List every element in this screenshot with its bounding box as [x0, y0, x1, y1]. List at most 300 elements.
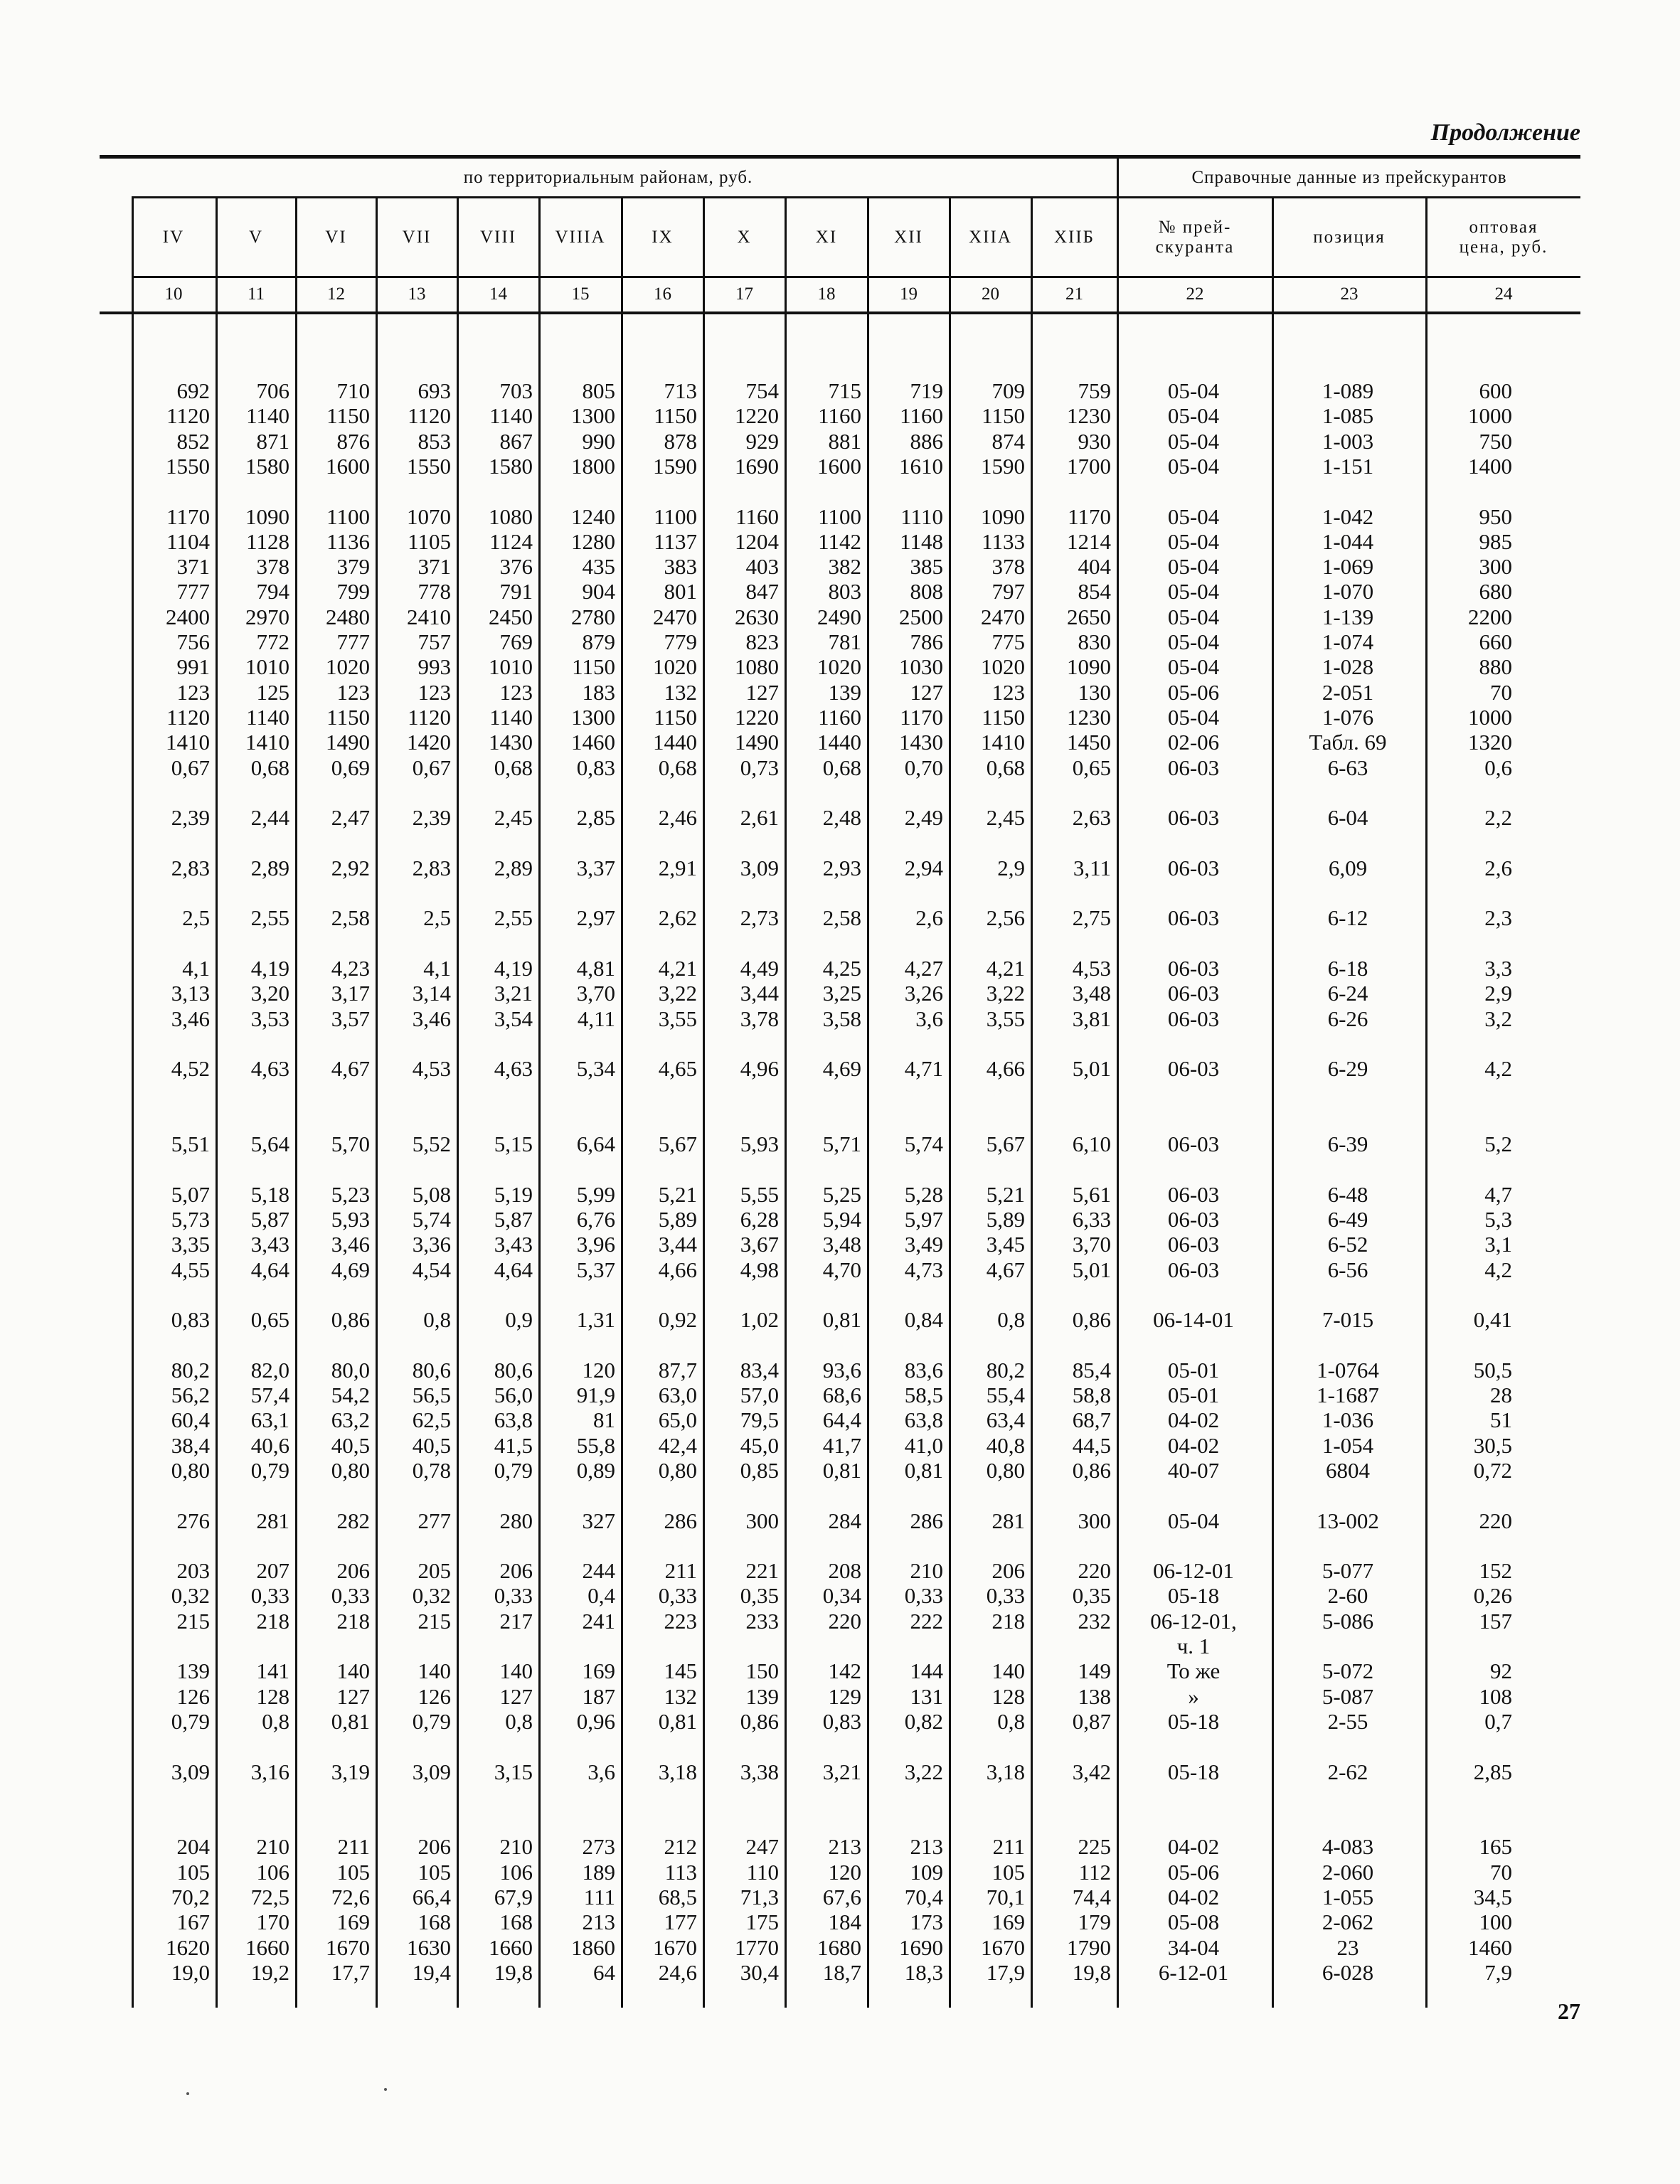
table-cell: 1010 — [489, 654, 533, 680]
table-cell: 3,44 — [740, 981, 779, 1006]
table-cell: 40,8 — [986, 1432, 1025, 1458]
header-rule — [132, 276, 1580, 278]
table-cell: 4,55 — [171, 1257, 210, 1282]
table-cell: 210 — [910, 1558, 943, 1584]
table-cell: 05-04 — [1167, 579, 1220, 604]
table-cell: 0,4 — [588, 1583, 615, 1609]
column-number: 19 — [900, 284, 918, 304]
table-cell: 5,73 — [171, 1206, 210, 1232]
column-number: 13 — [408, 284, 426, 304]
table-cell: 3,44 — [658, 1232, 697, 1257]
column-rule — [1031, 198, 1033, 2008]
table-cell: 4,19 — [494, 955, 533, 981]
table-cell: 2,58 — [822, 905, 861, 931]
table-cell: 1300 — [571, 403, 615, 429]
table-cell: 6-48 — [1327, 1181, 1368, 1207]
table-cell: 3,20 — [250, 981, 289, 1006]
table-cell: 376 — [499, 554, 533, 580]
table-cell: 127 — [745, 679, 779, 705]
table-cell: 6804 — [1326, 1457, 1370, 1483]
table-cell: 1660 — [489, 1934, 533, 1960]
table-cell: 1020 — [653, 654, 697, 680]
table-cell: 0,82 — [904, 1708, 943, 1734]
table-cell: 168 — [418, 1909, 451, 1935]
table-cell: 0,41 — [1473, 1307, 1512, 1333]
table-cell: 79,5 — [740, 1407, 779, 1433]
table-cell: 0,33 — [250, 1583, 289, 1609]
table-cell: 2,45 — [494, 805, 533, 831]
table-cell: 1080 — [735, 654, 779, 680]
table-cell: 120 — [828, 1859, 861, 1885]
table-cell: 791 — [499, 579, 533, 604]
table-cell: 2,3 — [1484, 905, 1512, 931]
table-cell: 2400 — [166, 604, 210, 629]
table-cell: 879 — [582, 629, 615, 654]
table-cell: 1090 — [981, 504, 1025, 529]
table-cell: 1140 — [489, 403, 533, 429]
table-cell: 757 — [418, 629, 451, 654]
table-cell: 4,52 — [171, 1056, 210, 1082]
table-cell: 383 — [664, 554, 697, 580]
table-cell: 719 — [910, 378, 943, 403]
table-cell: 5,37 — [576, 1257, 615, 1282]
table-cell: 140 — [991, 1658, 1025, 1684]
table-cell: 4,96 — [740, 1056, 779, 1082]
table-cell: 70,4 — [904, 1885, 943, 1909]
table-cell: 0,79 — [171, 1708, 210, 1734]
table-cell: 4,21 — [658, 955, 697, 981]
table-cell: 140 — [336, 1658, 370, 1684]
table-cell: 0,68 — [986, 755, 1025, 780]
column-number: 22 — [1186, 284, 1204, 304]
table-cell: 5-086 — [1322, 1608, 1374, 1634]
table-cell: 05-04 — [1167, 654, 1220, 680]
table-cell: 63,8 — [904, 1407, 943, 1433]
table-cell: 327 — [582, 1508, 615, 1533]
table-cell: 2,5 — [423, 905, 451, 931]
table-cell: 63,0 — [658, 1383, 697, 1407]
table-cell: 2,49 — [904, 805, 943, 831]
table-cell: 990 — [582, 428, 615, 454]
column-number: 18 — [817, 284, 836, 304]
table-cell: 213 — [828, 1834, 861, 1860]
table-cell: 65,0 — [658, 1407, 697, 1433]
table-cell: 4,69 — [331, 1257, 370, 1282]
table-cell: 280 — [499, 1508, 533, 1533]
table-cell: 1100 — [326, 504, 370, 529]
column-number: 15 — [571, 284, 590, 304]
table-cell: 02-06 — [1167, 730, 1220, 755]
table-cell: 56,5 — [412, 1383, 451, 1407]
table-cell: 0,33 — [494, 1583, 533, 1609]
table-cell: 2,39 — [412, 805, 451, 831]
table-cell: 18,7 — [822, 1959, 861, 1985]
table-cell: 19,0 — [171, 1959, 210, 1985]
table-cell: 113 — [664, 1859, 697, 1885]
table-cell: 13-002 — [1317, 1508, 1379, 1533]
table-cell: 382 — [828, 554, 861, 580]
table-cell: 5,93 — [331, 1206, 370, 1232]
table-cell: 371 — [418, 554, 451, 580]
table-cell: 1660 — [245, 1934, 289, 1960]
table-cell: 1150 — [982, 403, 1025, 429]
table-cell: 0,79 — [250, 1457, 289, 1483]
table-cell: 2,61 — [740, 805, 779, 831]
column-rule — [703, 198, 705, 2008]
table-cell: 876 — [336, 428, 370, 454]
table-cell: 3,09 — [412, 1759, 451, 1784]
table-cell: 6-39 — [1327, 1131, 1368, 1156]
table-cell: 40-07 — [1167, 1457, 1220, 1483]
table-cell: 1-151 — [1322, 453, 1374, 479]
column-number: 24 — [1494, 284, 1513, 304]
table-cell: 0,70 — [904, 755, 943, 780]
table-cell: 1490 — [735, 730, 779, 755]
table-cell: 218 — [336, 1608, 370, 1634]
table-cell: 769 — [499, 629, 533, 654]
table-cell: 211 — [337, 1834, 370, 1860]
table-cell: 111 — [583, 1885, 615, 1909]
table-cell: 1120 — [408, 704, 451, 730]
table-cell: 50,5 — [1473, 1357, 1512, 1383]
table-cell: 1280 — [571, 528, 615, 554]
table-cell: 284 — [828, 1508, 861, 1533]
table-cell: 206 — [418, 1834, 451, 1860]
table-cell: 0,68 — [250, 755, 289, 780]
table-cell: 3,18 — [658, 1759, 697, 1784]
table-cell: 3,81 — [1072, 1006, 1111, 1031]
table-cell: 991 — [176, 654, 210, 680]
table-cell: 3,58 — [822, 1006, 861, 1031]
table-cell: 0,6 — [1484, 755, 1512, 780]
table-cell: 772 — [256, 629, 289, 654]
table-cell: 1160 — [900, 403, 943, 429]
table-cell: 3,22 — [904, 1759, 943, 1784]
table-cell: 05-04 — [1167, 604, 1220, 629]
table-cell: 74,4 — [1072, 1885, 1111, 1909]
table-cell: 126 — [418, 1683, 451, 1709]
table-cell: 403 — [745, 554, 779, 580]
table-cell: 1100 — [654, 504, 697, 529]
table-cell: 1204 — [735, 528, 779, 554]
table-cell: 5,3 — [1484, 1206, 1512, 1232]
table-cell: 1142 — [818, 528, 861, 554]
table-cell: 1140 — [246, 704, 289, 730]
table-cell: 207 — [256, 1558, 289, 1584]
table-cell: 63,4 — [986, 1407, 1025, 1433]
table-cell: 4,71 — [904, 1056, 943, 1082]
table-cell: 205 — [418, 1558, 451, 1584]
table-cell: 38,4 — [171, 1432, 210, 1458]
table-cell: 1137 — [654, 528, 697, 554]
table-cell: 1148 — [900, 528, 943, 554]
table-cell: 0,69 — [331, 755, 370, 780]
table-cell: 777 — [336, 629, 370, 654]
table-cell: 1680 — [817, 1934, 861, 1960]
column-rule — [1272, 198, 1274, 2008]
table-cell: 109 — [910, 1859, 943, 1885]
table-cell: 91,9 — [576, 1383, 615, 1407]
table-cell: 06-14-01 — [1153, 1307, 1234, 1333]
table-cell: 2-051 — [1322, 679, 1374, 705]
table-cell: 42,4 — [658, 1432, 697, 1458]
table-cell: 2,9 — [997, 855, 1025, 880]
table-cell: 131 — [910, 1683, 943, 1709]
table-cell: 2,83 — [171, 855, 210, 880]
table-cell: 1410 — [981, 730, 1025, 755]
table-cell: 132 — [664, 679, 697, 705]
table-cell: 17,9 — [986, 1959, 1025, 1985]
table-cell: 0,8 — [997, 1708, 1025, 1734]
scan-speck — [384, 2088, 387, 2091]
column-rule — [1425, 198, 1428, 2008]
table-cell: 06-03 — [1167, 981, 1220, 1006]
table-cell: 5,25 — [822, 1181, 861, 1207]
column-rule — [376, 198, 378, 2008]
table-cell: 62,5 — [412, 1407, 451, 1433]
table-cell: 3,6 — [915, 1006, 943, 1031]
table-cell: 1-055 — [1322, 1885, 1374, 1909]
table-cell: 139 — [176, 1658, 210, 1684]
table-cell: 3,45 — [986, 1232, 1025, 1257]
table-cell: 5,08 — [412, 1181, 451, 1207]
table-cell: 4,1 — [423, 955, 451, 981]
table-cell: 80,2 — [986, 1357, 1025, 1383]
table-cell: 3,19 — [331, 1759, 370, 1784]
table-cell: 0,35 — [1072, 1583, 1111, 1609]
table-cell: 1590 — [981, 453, 1025, 479]
table-cell: 713 — [664, 378, 697, 403]
column-header: XII — [894, 228, 923, 247]
table-cell: 2,2 — [1484, 805, 1512, 831]
table-cell: 1-0764 — [1317, 1357, 1379, 1383]
table-cell: 55,4 — [986, 1383, 1025, 1407]
table-cell: 17,7 — [331, 1959, 370, 1985]
table-cell: 276 — [176, 1508, 210, 1533]
table-cell: 2470 — [981, 604, 1025, 629]
column-rule — [785, 198, 787, 2008]
table-cell: 247 — [745, 1834, 779, 1860]
table-cell: 1430 — [489, 730, 533, 755]
table-cell: 05-08 — [1167, 1909, 1220, 1935]
table-cell: 3,78 — [740, 1006, 779, 1031]
table-cell: 7-015 — [1322, 1307, 1374, 1333]
table-cell: 5,89 — [658, 1206, 697, 1232]
table-cell: 1320 — [1468, 730, 1512, 755]
table-cell: 05-18 — [1167, 1583, 1220, 1609]
table-cell: 70,2 — [171, 1885, 210, 1909]
table-cell: 4,67 — [331, 1056, 370, 1082]
table-cell: 404 — [1078, 554, 1111, 580]
table-cell: 152 — [1479, 1558, 1512, 1584]
column-rule — [457, 198, 459, 2008]
table-cell: 4,49 — [740, 955, 779, 981]
table-cell: 223 — [664, 1608, 697, 1634]
table-cell: 281 — [256, 1508, 289, 1533]
table-cell: 1600 — [817, 453, 861, 479]
table-cell: 57,0 — [740, 1383, 779, 1407]
table-cell: 3,22 — [658, 981, 697, 1006]
table-cell: 06-03 — [1167, 1206, 1220, 1232]
table-cell: 215 — [418, 1608, 451, 1634]
table-cell: 1120 — [166, 403, 210, 429]
table-cell: 878 — [664, 428, 697, 454]
table-cell: 2480 — [326, 604, 370, 629]
table-cell: 1-042 — [1322, 504, 1374, 529]
table-cell: 150 — [745, 1658, 779, 1684]
table-cell: 204 — [176, 1834, 210, 1860]
table-cell: 1133 — [982, 528, 1025, 554]
table-cell: 41,5 — [494, 1432, 533, 1458]
table-cell: 3,46 — [412, 1006, 451, 1031]
table-cell: 3,13 — [171, 981, 210, 1006]
table-cell: 4,63 — [250, 1056, 289, 1082]
table-cell: 777 — [176, 579, 210, 604]
table-cell: 170 — [256, 1909, 289, 1935]
column-rule — [132, 198, 134, 2008]
table-cell: 1140 — [246, 403, 289, 429]
table-cell: 0,86 — [740, 1708, 779, 1734]
table-cell: 05-04 — [1167, 528, 1220, 554]
top-rule — [100, 155, 1580, 159]
table-cell: 58,5 — [904, 1383, 943, 1407]
table-cell: 4,64 — [494, 1257, 533, 1282]
table-cell: 273 — [582, 1834, 615, 1860]
table-cell: 5,74 — [412, 1206, 451, 1232]
table-cell: 72,6 — [331, 1885, 370, 1909]
table-cell: 175 — [745, 1909, 779, 1935]
table-cell: 06-03 — [1167, 1131, 1220, 1156]
table-cell: 218 — [256, 1608, 289, 1634]
table-cell: 1120 — [408, 403, 451, 429]
table-cell: 750 — [1479, 428, 1512, 454]
table-cell: 0,79 — [494, 1457, 533, 1483]
table-cell: 145 — [664, 1658, 697, 1684]
table-cell: 6-63 — [1327, 755, 1368, 780]
table-cell: 693 — [418, 378, 451, 403]
table-cell: 2,73 — [740, 905, 779, 931]
table-cell: 34,5 — [1473, 1885, 1512, 1909]
table-cell: 1460 — [571, 730, 615, 755]
table-cell: 680 — [1479, 579, 1512, 604]
table-cell: 300 — [1078, 1508, 1111, 1533]
table-cell: 4,2 — [1484, 1056, 1512, 1082]
table-cell: 0,84 — [904, 1307, 943, 1333]
table-cell: 123 — [336, 679, 370, 705]
table-cell: 0,81 — [822, 1457, 861, 1483]
table-cell: 6-028 — [1322, 1959, 1374, 1985]
table-cell: 756 — [176, 629, 210, 654]
table-cell: 1-054 — [1322, 1432, 1374, 1458]
table-cell: 1020 — [326, 654, 370, 680]
table-cell: 05-18 — [1167, 1759, 1220, 1784]
table-cell: 149 — [1078, 1658, 1111, 1684]
table-cell: 19,4 — [412, 1959, 451, 1985]
table-cell: 1104 — [166, 528, 210, 554]
table-cell: 660 — [1479, 629, 1512, 654]
table-cell: 0,86 — [1072, 1307, 1111, 1333]
table-cell: 218 — [991, 1608, 1025, 1634]
table-cell: 1-139 — [1322, 604, 1374, 629]
column-rule — [621, 198, 623, 2008]
table-cell: 23 — [1336, 1934, 1359, 1960]
table-cell: 0,81 — [904, 1457, 943, 1483]
table-cell: 5,97 — [904, 1206, 943, 1232]
table-cell: 0,33 — [904, 1583, 943, 1609]
table-cell: 106 — [256, 1859, 289, 1885]
table-cell: 0,85 — [740, 1457, 779, 1483]
table-cell: 2410 — [407, 604, 451, 629]
table-cell: 4-083 — [1322, 1834, 1374, 1860]
table-cell: 138 — [1078, 1683, 1111, 1709]
column-header: позиция — [1313, 228, 1386, 247]
table-cell: 222 — [910, 1608, 943, 1634]
table-cell: 0,86 — [1072, 1457, 1111, 1483]
table-cell: 3,46 — [171, 1006, 210, 1031]
table-cell: 68,6 — [822, 1383, 861, 1407]
table-cell: 0,8 — [423, 1307, 451, 1333]
table-cell: 0,7 — [1484, 1708, 1512, 1734]
table-cell: 6-52 — [1327, 1232, 1368, 1257]
column-number: 23 — [1340, 284, 1359, 304]
table-cell: 5,99 — [576, 1181, 615, 1207]
table-cell: 1-070 — [1322, 579, 1374, 604]
table-cell: 220 — [1479, 1508, 1512, 1533]
table-cell: 4,19 — [250, 955, 289, 981]
table-cell: 600 — [1479, 378, 1512, 403]
table-cell: 1220 — [735, 704, 779, 730]
table-cell: 1105 — [408, 528, 451, 554]
table-cell: 81 — [593, 1407, 615, 1433]
table-cell: 2,5 — [182, 905, 210, 931]
table-cell: 2,6 — [915, 905, 943, 931]
column-header: XIIA — [969, 228, 1012, 247]
column-header: X — [737, 228, 752, 247]
table-cell: 210 — [256, 1834, 289, 1860]
table-cell: 63,1 — [250, 1407, 289, 1433]
table-cell: 0,9 — [505, 1307, 533, 1333]
continued-label: Продолжение — [1430, 119, 1580, 146]
table-cell: 2490 — [817, 604, 861, 629]
table-cell: 244 — [582, 1558, 615, 1584]
table-cell: 1090 — [245, 504, 289, 529]
table-cell: 854 — [1078, 579, 1111, 604]
table-cell: 754 — [745, 378, 779, 403]
table-cell: 4,23 — [331, 955, 370, 981]
table-cell: 0,32 — [412, 1583, 451, 1609]
table-cell: 1-089 — [1322, 378, 1374, 403]
table-cell: 206 — [991, 1558, 1025, 1584]
table-cell: 1670 — [981, 1934, 1025, 1960]
table-cell: Табл. 69 — [1309, 730, 1387, 755]
table-cell: 1160 — [818, 704, 861, 730]
table-cell: 5,67 — [658, 1131, 697, 1156]
table-cell: 1-003 — [1322, 428, 1374, 454]
table-cell: 2450 — [489, 604, 533, 629]
table-cell: 70,1 — [986, 1885, 1025, 1909]
table-cell: 385 — [910, 554, 943, 580]
table-cell: 83,4 — [740, 1357, 779, 1383]
table-cell: 0,65 — [1072, 755, 1111, 780]
table-cell: 1110 — [900, 504, 943, 529]
table-cell: 5,23 — [331, 1181, 370, 1207]
table-cell: 169 — [991, 1909, 1025, 1935]
table-cell: 993 — [418, 654, 451, 680]
table-cell: 106 — [499, 1859, 533, 1885]
table-cell: 3,57 — [331, 1006, 370, 1031]
table-cell: 3,43 — [250, 1232, 289, 1257]
table-cell: 5,19 — [494, 1181, 533, 1207]
